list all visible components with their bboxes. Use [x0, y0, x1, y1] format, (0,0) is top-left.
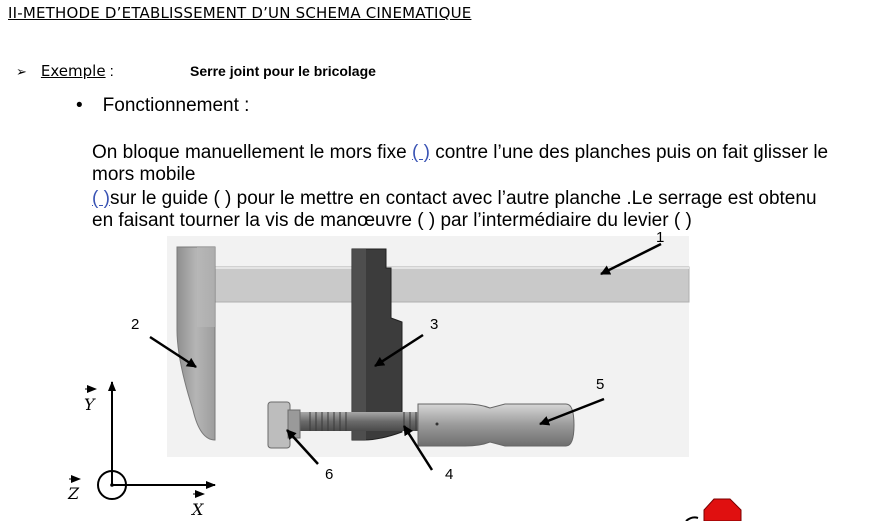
- guide-bar: [215, 267, 689, 302]
- paragraph-line-2: mors mobile: [92, 164, 196, 185]
- example-title: Serre joint pour le bricolage: [190, 63, 376, 79]
- handle: [418, 404, 574, 446]
- stop-sign-icon[interactable]: [686, 499, 741, 521]
- axis-z-label: Z: [68, 484, 80, 503]
- paragraph-line-4: en faisant tourner la vis de manœuvre ( ) par l’intermédiaire du levier ( ): [92, 210, 692, 231]
- example-colon: :: [109, 63, 114, 80]
- paragraph-text: On bloque manuellement le mors fixe: [92, 142, 412, 163]
- paragraph-text: sur le guide ( ) pour le mettre en contact avec l’autre planche .Le serrage est obtenu: [109, 188, 817, 209]
- pressure-pad: [268, 402, 290, 448]
- paragraph-text: contre l’une des planches puis on fait glisser le: [429, 142, 829, 163]
- axis-x-label: X: [192, 500, 204, 519]
- label-4: 4: [445, 466, 454, 483]
- arrow-bullet-icon: ➢: [16, 64, 27, 79]
- section-heading: II-METHODE D’ETABLISSEMENT D’UN SCHEMA CINEMATIQUE: [8, 4, 472, 22]
- example-label: Exemple: [40, 62, 106, 80]
- label-2: 2: [131, 316, 140, 333]
- screw-rod: [300, 412, 420, 431]
- bullet-icon: •: [76, 95, 83, 116]
- label-3: 3: [430, 316, 439, 333]
- label-6: 6: [325, 466, 334, 483]
- axis-y-label: Y: [84, 395, 95, 414]
- blank-field[interactable]: ( ): [412, 142, 430, 163]
- label-1: 1: [656, 229, 665, 246]
- label-5: 5: [596, 376, 605, 393]
- blank-field[interactable]: ( ): [92, 188, 110, 209]
- fonctionnement-title: Fonctionnement :: [102, 95, 250, 116]
